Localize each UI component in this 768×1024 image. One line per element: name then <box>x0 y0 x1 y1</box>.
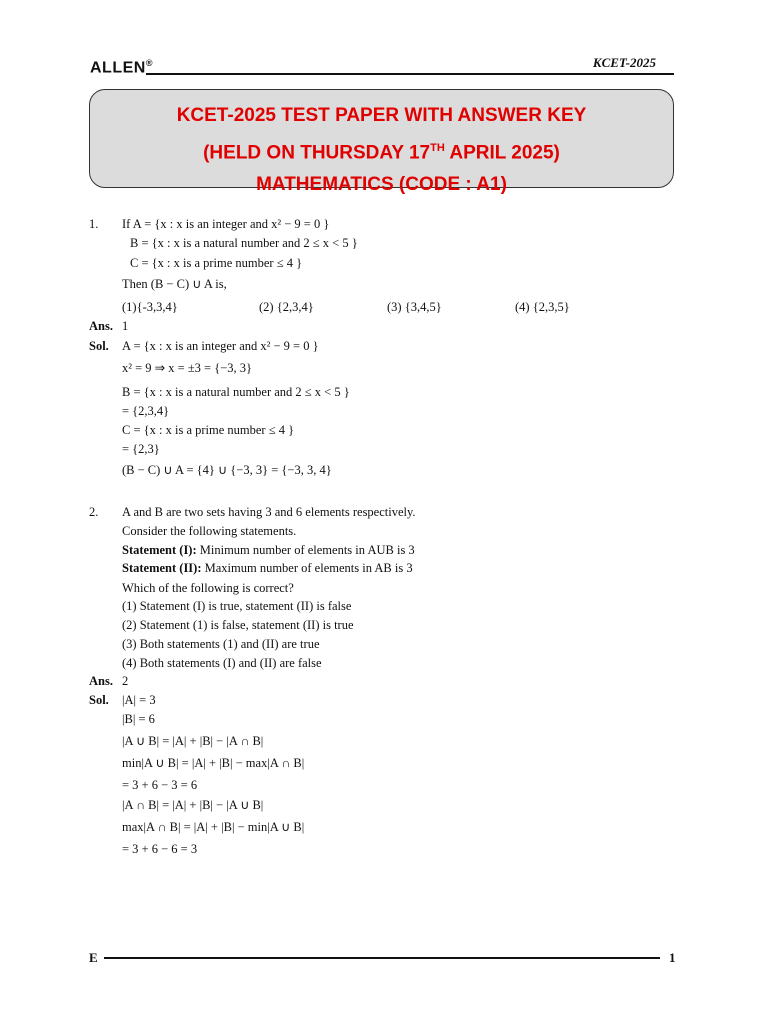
q2-solution-line: |A| = 3 <box>122 693 156 707</box>
footer-left-mark: E <box>89 950 98 965</box>
q2-solution-line: = 3 + 6 − 3 = 6 <box>122 778 198 792</box>
q1-option-1: (1){-3,3,4} <box>122 300 178 314</box>
q2-line-2: Consider the following statements. <box>122 524 297 538</box>
title-line-2 <box>90 132 673 169</box>
q2-answer-label: Ans. <box>89 674 113 688</box>
q1-option-2: (2) {2,3,4} <box>259 300 314 314</box>
title-line-1: KCET-2025 TEST PAPER WITH ANSWER KEY <box>176 105 587 126</box>
q2-solution-line: min|A ∪ B| = |A| + |B| − max|A ∩ B| <box>122 756 305 770</box>
q2-solution-line: max|A ∩ B| = |A| + |B| − min|A ∪ B| <box>122 820 305 834</box>
q1-solution-line: B = {x : x is a natural number and 2 ≤ x < 5 } <box>122 385 350 399</box>
q1-solution-line: A = {x : x is an integer and x² − 9 = 0 } <box>122 339 319 353</box>
q1-solution-line: (B − C) ∪ A = {4} ∪ {−3, 3} = {−3, 3, 4} <box>122 463 332 477</box>
header-exam-name: KCET-2025 <box>592 55 656 70</box>
q1-line-3: C = {x : x is a prime number ≤ 4 } <box>130 256 303 270</box>
q2-option-4: (4) Both statements (I) and (II) are false <box>122 656 322 670</box>
q1-line-1: If A = {x : x is an integer and x² − 9 = 0 } <box>122 217 330 231</box>
q1-line-4: Then (B − C) ∪ A is, <box>122 277 227 291</box>
q2-solution-label: Sol. <box>89 693 109 707</box>
q2-answer: 2 <box>122 674 129 688</box>
q2-solution-line: |A ∪ B| = |A| + |B| − |A ∩ B| <box>122 734 264 748</box>
q2-line-5: Which of the following is correct? <box>122 581 294 595</box>
q2-solution-line: |A ∩ B| = |A| + |B| − |A ∪ B| <box>122 798 264 812</box>
q2-statement-1 <box>122 542 415 558</box>
q2-number: 2. <box>89 505 99 519</box>
q2-solution-line: = 3 + 6 − 6 = 3 <box>122 842 198 856</box>
footer-rule <box>104 957 660 959</box>
registered-mark: ® <box>145 58 153 68</box>
q2-option-3: (3) Both statements (1) and (II) are true <box>122 637 320 651</box>
q1-line-2: B = {x : x is a natural number and 2 ≤ x < 5 } <box>130 236 358 250</box>
q2-option-2: (2) Statement (1) is false, statement (II) is true <box>122 618 354 632</box>
q2-statement-2 <box>122 560 413 576</box>
q1-option-4: (4) {2,3,5} <box>515 300 570 314</box>
title-box <box>89 89 674 196</box>
brand-name: ALLEN <box>90 59 146 77</box>
title-line-2-tail: APRIL 2025) <box>444 142 560 164</box>
title-line-2-text: (HELD ON THURSDAY 17 <box>203 142 431 164</box>
q2-line-1: A and B are two sets having 3 and 6 elements respectively. <box>122 505 416 519</box>
q1-number: 1. <box>89 217 99 231</box>
page-number: 1 <box>669 950 676 965</box>
statement-2-text: Maximum number of elements in AB is 3 <box>201 561 413 575</box>
q1-answer-label: Ans. <box>89 319 113 333</box>
q1-solution-line: = {2,3,4} <box>122 404 170 418</box>
title-line-3: MATHEMATICS (CODE : A1) <box>256 174 507 196</box>
q2-option-1: (1) Statement (I) is true, statement (II) is false <box>122 599 352 613</box>
q1-solution-line: = {2,3} <box>122 442 160 456</box>
q1-solution-line: x² = 9 ⇒ x = ±3 = {−3, 3} <box>122 361 253 375</box>
q1-answer: 1 <box>122 319 129 333</box>
allen-logo <box>90 58 153 77</box>
statement-1-text: Minimum number of elements in AUB is 3 <box>196 543 415 557</box>
header-rule <box>146 73 674 75</box>
statement-1-label: Statement (I): <box>122 543 197 557</box>
q1-solution-label: Sol. <box>89 339 109 353</box>
q2-solution-line: |B| = 6 <box>122 712 155 726</box>
q1-solution-line: C = {x : x is a prime number ≤ 4 } <box>122 423 295 437</box>
title-line-2-sup: TH <box>430 142 445 154</box>
q1-option-3: (3) {3,4,5} <box>387 300 442 314</box>
statement-2-label: Statement (II): <box>122 561 202 575</box>
